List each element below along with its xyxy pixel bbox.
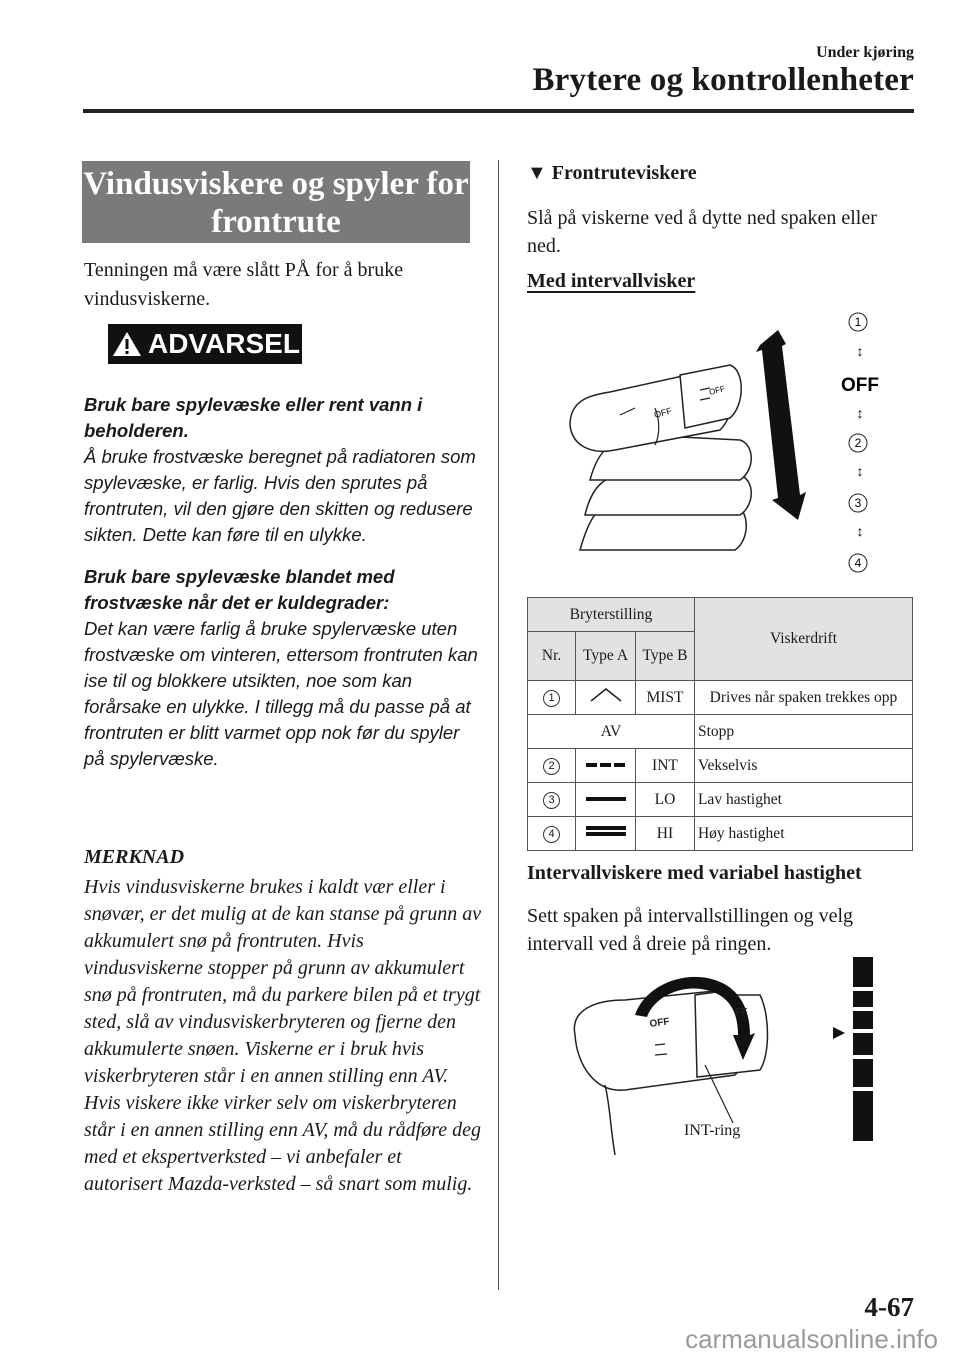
row-number: 1 [543, 690, 560, 707]
page-number: 4-67 [864, 1292, 914, 1322]
header-type-b: Type B [635, 632, 694, 681]
column-divider [498, 160, 499, 1290]
frontruteviskere-text: Slå på viskerne ved å dytte ned spaken eller ned. [527, 207, 877, 257]
warning-text [84, 392, 484, 788]
triangle-bullet-icon: ▼ [527, 162, 547, 184]
header-bryterstilling: Bryterstilling [528, 598, 695, 632]
note-heading: MERKNAD [84, 846, 185, 868]
row-number: 3 [543, 792, 560, 809]
warning-label: ADVARSEL [148, 328, 300, 359]
mist-symbol-icon [586, 686, 626, 704]
warning1-body: Å bruke frostvæske beregnet på radiatoren som spylevæske, er farlig. Hvis den sprutes på frontruten, vil den gjøre den skitten og redusere sikten. Dette kan føre til en ulykke. [84, 446, 476, 545]
svg-text:4: 4 [854, 556, 862, 570]
header-section: Under kjøring [816, 44, 914, 61]
row-typeb: MIST [635, 681, 694, 715]
header-chapter: Brytere og kontrollenheter [532, 62, 914, 98]
intro-text: Tenningen må være slått PÅ for å bruke vindusviskerne. [84, 259, 404, 310]
warning2-heading: Bruk bare spylevæske blandet med frostvæske når det er kuldegrader: [84, 566, 395, 613]
table-row [528, 715, 913, 749]
warning-badge [108, 324, 302, 364]
row-operation: Drives når spaken trekkes opp [694, 681, 912, 715]
int-ring-label: INT-ring [684, 1122, 741, 1139]
svg-text:3: 3 [854, 496, 862, 510]
watermark: carmanualsonline.info [685, 1324, 938, 1354]
frontruteviskere-heading: ▼ Frontruteviskere [527, 162, 697, 184]
row-number: 4 [543, 826, 560, 843]
svg-text:OFF: OFF [648, 1016, 671, 1030]
table-row [528, 749, 913, 783]
row-merged: AV [528, 715, 695, 749]
hi-symbol-icon [584, 824, 628, 838]
table-row [528, 783, 913, 817]
wiper-lever-illustration [560, 300, 900, 585]
int-symbol-icon [584, 760, 628, 770]
warning1-heading: Bruk bare spylevæske eller rent vann i beholderen. [84, 394, 423, 441]
svg-text:OFF: OFF [708, 384, 726, 397]
intervallvisker-heading: Med intervallvisker [527, 270, 696, 292]
svg-text:OFF: OFF [652, 405, 673, 420]
header-rule [83, 109, 914, 113]
table-row [528, 681, 913, 715]
svg-text:↕: ↕ [856, 463, 864, 479]
wiper-position-table [527, 597, 913, 851]
svg-text:↕: ↕ [856, 405, 864, 421]
row-typeb: LO [635, 783, 694, 817]
warning-icon [112, 330, 142, 358]
section-title: Vindusviskere og spyler for frontrute [82, 161, 470, 243]
row-typeb: HI [635, 817, 694, 851]
variable-interval-text: Sett spaken på intervallstillingen og velg intervall ved å dreie på ringen. [527, 905, 854, 955]
svg-text:OFF: OFF [841, 375, 879, 396]
row-typeb: INT [635, 749, 694, 783]
svg-text:↕: ↕ [856, 523, 864, 539]
row-operation: Vekselvis [694, 749, 912, 783]
svg-text:2: 2 [854, 436, 862, 450]
row-operation: Stopp [694, 715, 912, 749]
header-nr: Nr. [528, 632, 576, 681]
interval-speed-scale [833, 957, 873, 1141]
svg-text:1: 1 [854, 315, 862, 329]
lo-symbol-icon [584, 794, 628, 804]
row-number: 2 [543, 758, 560, 775]
header-viskerdrift: Viskerdrift [694, 598, 912, 681]
table-row [528, 817, 913, 851]
row-operation: Høy hastighet [694, 817, 912, 851]
svg-text:↕: ↕ [856, 343, 864, 359]
header-type-a: Type A [576, 632, 636, 681]
variable-interval-heading: Intervallviskere med variabel hastighet [527, 862, 862, 884]
warning2-body: Det kan være farlig å bruke spylervæske uten frostvæske om vinteren, ettersom frontruten kan ise til og blokkere utsikten, noe som kan forårsake en ulykke. I tillegg må du passe på at frontruten er blitt varmet opp nok før du spyler på spylervæske. [84, 618, 478, 769]
row-operation: Lav hastighet [694, 783, 912, 817]
svg-text:FF: FF [735, 1007, 748, 1018]
note-body: Hvis vindusviskerne brukes i kaldt vær eller i snøvær, er det mulig at de kan stanse på grunn av akkumulert snø på frontruten. Hvis vindusviskerne stopper på grunn av akkumulert snø på frontruten, må du parkere bilen på et trygt sted, slå av vindusviskerbryteren og fjerne den akkumulerte snøen. Viskerne er i bruk hvis viskerbryteren står i en annen stilling enn AV. Hvis viskere ikke virker selv om viskerbryteren står i en annen stilling enn AV, må du rådføre deg med et ekspertverksted – vi anbefaler et autorisert Mazda-verksted – så snart som mulig. [84, 876, 482, 1195]
